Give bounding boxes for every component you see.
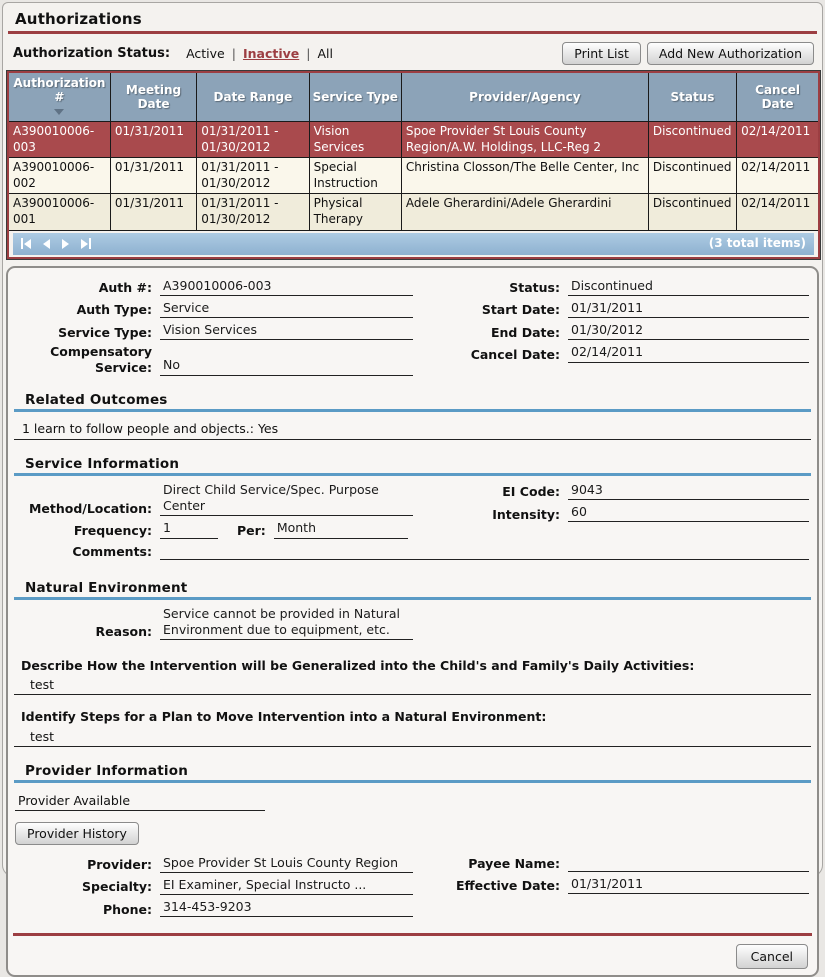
detail-fields: [8, 278, 817, 380]
related-outcome-item: 1 learn to follow people and objects.: Yes: [14, 412, 811, 440]
cell-service-type: Vision Services: [309, 122, 401, 158]
cell-provider-agency: Spoe Provider St Louis County Region/A.W. Holdings, LLC-Reg 2: [401, 122, 648, 158]
field-auth-number: Auth #: A390010006-003: [8, 278, 418, 296]
section-rule: [14, 780, 811, 783]
cell-status: Discontinued: [648, 158, 736, 194]
column-header-status[interactable]: Status: [648, 72, 736, 122]
describe-intervention-value: test: [14, 674, 811, 695]
status-filter-label: Authorization Status:: [13, 46, 171, 61]
pager-row: [8, 230, 819, 258]
field-reason: Reason: Service cannot be provided in Natural Environment due to equipment, etc.: [8, 606, 418, 641]
cell-auth-number: A390010006-002: [8, 158, 110, 194]
field-provider: Provider: Spoe Provider St Louis County Region: [8, 855, 418, 873]
cell-auth-number: A390010006-001: [8, 194, 110, 230]
print-list-button[interactable]: Print List: [562, 42, 641, 65]
cell-status: Discontinued: [648, 194, 736, 230]
field-payee-name: Payee Name:: [418, 855, 817, 872]
identify-steps-label: Identify Steps for a Plan to Move Intervention into a Natural Environment:: [21, 709, 547, 725]
cell-date-range: 01/31/2011 - 01/30/2012: [197, 122, 309, 158]
cell-date-range: 01/31/2011 - 01/30/2012: [197, 194, 309, 230]
cell-status: Discontinued: [648, 122, 736, 158]
page-container: [2, 2, 823, 965]
field-cancel-date: Cancel Date: 02/14/2011: [418, 344, 817, 362]
cell-date-range: 01/31/2011 - 01/30/2012: [197, 158, 309, 194]
describe-intervention-label: Describe How the Intervention will be Generalized into the Child's and Family's Daily Activities:: [21, 658, 695, 674]
cell-service-type: Physical Therapy: [309, 194, 401, 230]
column-header-service-type[interactable]: Service Type: [309, 72, 401, 122]
add-new-authorization-button[interactable]: Add New Authorization: [647, 42, 814, 65]
section-rule: [14, 473, 811, 476]
field-start-date: Start Date: 01/31/2011: [418, 300, 817, 318]
field-frequency-per: Frequency: 1 Per: Month: [8, 520, 418, 538]
cell-service-type: Special Instruction: [309, 158, 401, 194]
cell-meeting-date: 01/31/2011: [110, 122, 196, 158]
service-information-fields: [8, 482, 817, 543]
field-specialty: Specialty: EI Examiner, Special Instructo ...: [8, 877, 418, 895]
column-header-provider-agency[interactable]: Provider/Agency: [401, 72, 648, 122]
separator: |: [231, 46, 236, 61]
filter-all-link[interactable]: All: [317, 46, 333, 61]
field-method-location: Method/Location: Direct Child Service/Spec. Purpose Center: [8, 482, 418, 517]
status-filter-bar: [3, 34, 822, 71]
cell-provider-agency: Adele Gherardini/Adele Gherardini: [401, 194, 648, 230]
next-page-icon[interactable]: [62, 239, 69, 249]
field-auth-type: Auth Type: Service: [8, 300, 418, 318]
field-status: Status: Discontinued: [418, 278, 817, 296]
cell-meeting-date: 01/31/2011: [110, 194, 196, 230]
provider-fields: [8, 855, 817, 922]
service-information-heading: Service Information: [25, 455, 180, 472]
cell-meeting-date: 01/31/2011: [110, 158, 196, 194]
field-phone: Phone: 314-453-9203: [8, 899, 418, 917]
cell-cancel-date: 02/14/2011: [737, 158, 819, 194]
authorizations-table: [7, 71, 820, 259]
table-row[interactable]: [8, 158, 819, 194]
identify-steps-value: test: [14, 726, 811, 747]
natural-environment-heading: Natural Environment: [25, 579, 188, 596]
field-end-date: End Date: 01/30/2012: [418, 322, 817, 340]
column-header-date-range[interactable]: Date Range: [197, 72, 309, 122]
related-outcomes-heading: Related Outcomes: [25, 391, 168, 408]
field-comments: Comments:: [8, 543, 817, 560]
filter-inactive-link[interactable]: Inactive: [242, 46, 300, 61]
section-rule: [14, 597, 811, 600]
previous-page-icon[interactable]: [43, 239, 50, 249]
field-compensatory-service: Compensatory Service: No: [8, 344, 418, 375]
cell-cancel-date: 02/14/2011: [737, 122, 819, 158]
field-intensity: Intensity: 60: [418, 504, 817, 522]
field-ei-code: EI Code: 9043: [418, 482, 817, 500]
separator: |: [306, 46, 311, 61]
cell-provider-agency: Christina Closson/The Belle Center, Inc: [401, 158, 648, 194]
total-items-text: (3 total items): [708, 235, 806, 250]
pagination-bar: [13, 233, 814, 255]
cancel-button[interactable]: Cancel: [736, 944, 808, 969]
table-row-selected[interactable]: [8, 122, 819, 158]
provider-information-heading: Provider Information: [25, 762, 189, 779]
provider-availability-text: Provider Available: [15, 791, 265, 811]
filter-active-link[interactable]: Active: [186, 46, 225, 61]
field-service-type: Service Type: Vision Services: [8, 322, 418, 340]
first-page-icon[interactable]: [21, 238, 31, 249]
field-effective-date: Effective Date: 01/31/2011: [418, 876, 817, 894]
last-page-icon[interactable]: [81, 238, 91, 249]
cell-cancel-date: 02/14/2011: [737, 194, 819, 230]
table-row[interactable]: [8, 194, 819, 230]
column-header-meeting-date[interactable]: Meeting Date: [110, 72, 196, 122]
page-title: Authorizations: [15, 10, 142, 28]
natural-environment-reason: [8, 606, 817, 645]
column-header-cancel-date[interactable]: Cancel Date: [737, 72, 819, 122]
cell-auth-number: A390010006-003: [8, 122, 110, 158]
column-header-authorization[interactable]: Authorization #: [8, 72, 110, 122]
table-header-row: [8, 72, 819, 122]
authorization-detail-panel: [6, 266, 819, 977]
sort-descending-icon: [54, 109, 64, 115]
provider-history-button[interactable]: Provider History: [15, 822, 139, 845]
